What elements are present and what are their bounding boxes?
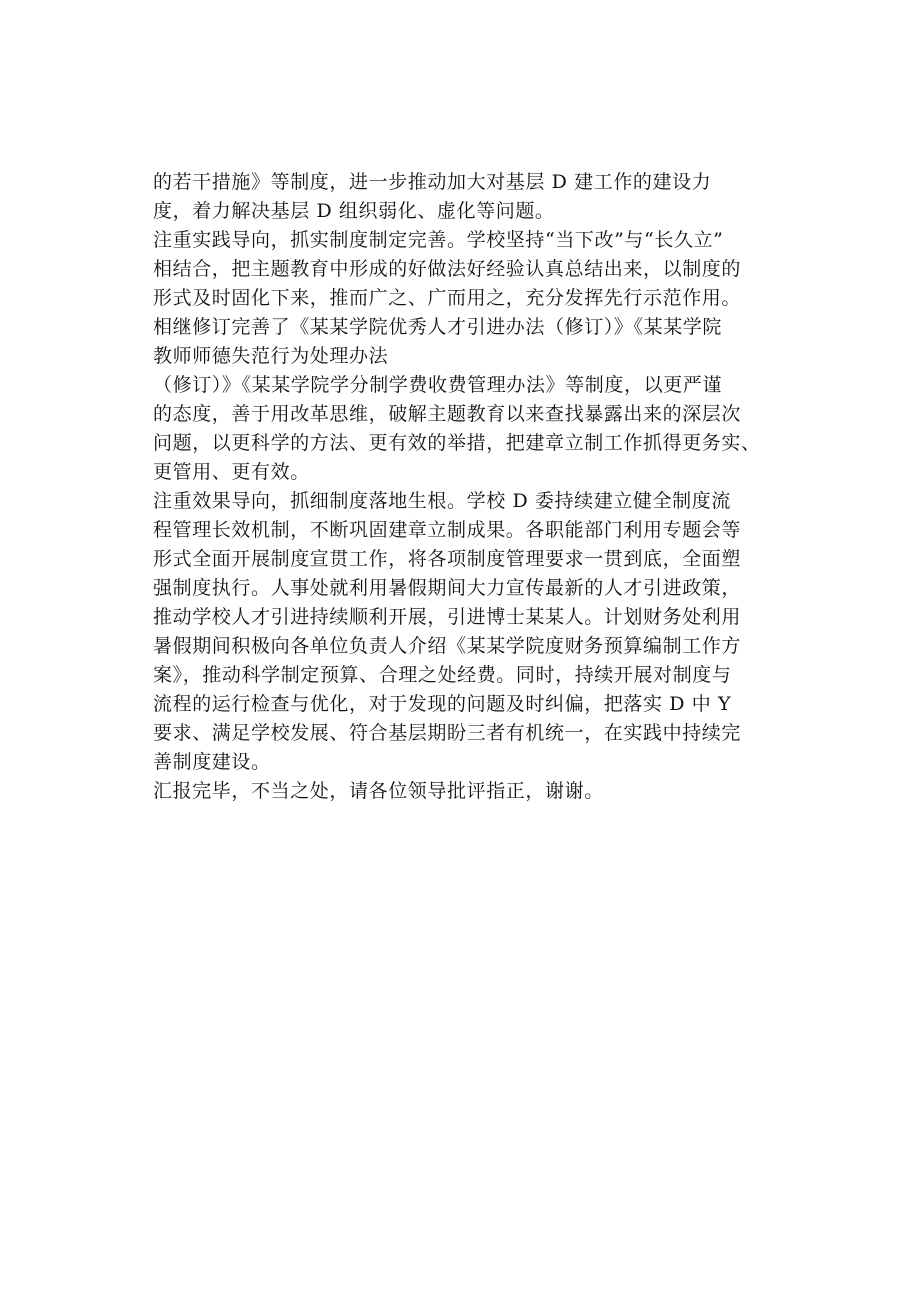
text-line: 强制度执行。人事处就利用暑假期间大力宣传最新的人才引进政策， xyxy=(153,577,742,599)
text-line: 案》，推动科学制定预算、合理之处经费。同时，持续开展对制度与 xyxy=(153,664,732,686)
text-line: 教师师德失范行为处理办法 xyxy=(153,345,389,367)
text-line: （修订）》《某某学院学分制学费收费管理办法》等制度，以更严谨 xyxy=(153,374,723,396)
text-line: 推动学校人才引进持续顺利开展，引进博士某某人。计划财务处利用 xyxy=(153,606,742,628)
closing-line: 汇报完毕，不当之处，请各位领导批评指正，谢谢。 xyxy=(153,780,604,802)
text-line: 相结合，把主题教育中形成的好做法好经验认真总结出来，以制度的 xyxy=(153,258,742,280)
text-line: 善制度建设。 xyxy=(153,751,271,773)
text-line: 暑假期间积极向各单位负责人介绍《某某学院度财务预算编制工作方 xyxy=(153,635,742,657)
paragraph-heading-line: 注重实践导向，抓实制度制定完善。学校坚持“当下改”与“长久立” xyxy=(153,229,724,251)
paragraph-heading-line: 注重效果导向，抓细制度落地生根。学校 D 委持续建立健全制度流 xyxy=(153,490,731,512)
document-body xyxy=(153,168,773,806)
text-line: 相继修订完善了《某某学院优秀人才引进办法（修订）》《某某学院 xyxy=(153,316,723,338)
text-line: 要求、满足学校发展、符合基层期盼三者有机统一，在实践中持续完 xyxy=(153,722,742,744)
text-line: 形式及时固化下来，推而广之、广而用之，充分发挥先行示范作用。 xyxy=(153,287,742,309)
text-line: 程管理长效机制，不断巩固建章立制成果。各职能部门利用专题会等 xyxy=(153,519,742,541)
text-line: 形式全面开展制度宣贯工作，将各项制度管理要求一贯到底，全面塑 xyxy=(153,548,742,570)
text-line: 的若干措施》等制度，进一步推动加大对基层 D 建工作的建设力 xyxy=(153,171,712,193)
text-line: 的态度，善于用改革思维，破解主题教育以来查找暴露出来的深层次 xyxy=(153,403,742,425)
text-line: 度，着力解决基层 D 组织弱化、虚化等问题。 xyxy=(153,200,555,222)
text-line: 更管用、更有效。 xyxy=(153,461,310,483)
text-line: 流程的运行检查与优化，对于发现的问题及时纠偏，把落实 D 中 Y xyxy=(153,693,732,715)
text-line: 问题，以更科学的方法、更有效的举措，把建章立制工作抓得更务实、 xyxy=(153,432,761,454)
